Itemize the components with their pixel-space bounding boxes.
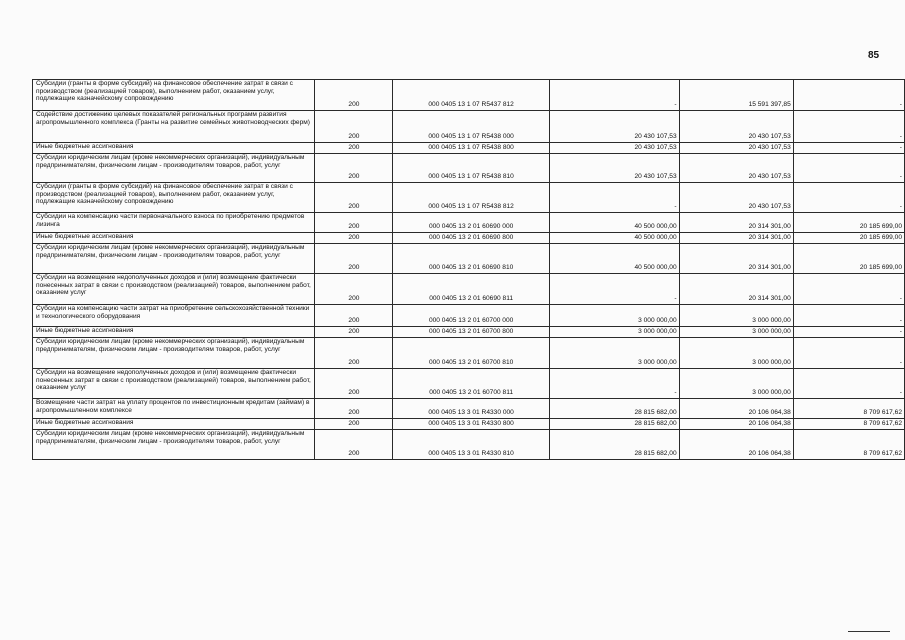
row-kbk-cell: 000 0405 13 1 07 R5438 000 [392, 111, 549, 143]
table-row [33, 327, 905, 338]
row-kbk-cell: 000 0405 13 3 01 R4330 000 [392, 399, 549, 419]
row-amount-1-cell: - [549, 80, 679, 111]
row-amount-1-cell: - [549, 369, 679, 399]
row-amount-2-cell: 20 106 064,38 [679, 430, 793, 460]
row-amount-1-cell: - [549, 274, 679, 305]
row-amount-1-cell: - [549, 183, 679, 213]
row-amount-1-cell: 28 815 682,00 [549, 430, 679, 460]
row-kbk-cell: 000 0405 13 1 07 R5437 812 [392, 80, 549, 111]
row-name-cell: Субсидии (гранты в форме субсидий) на финансовое обеспечение затрат в связи с производством (реализацией товаров), выполнением работ, оказанием услуг, подлежащие казначейскому сопровождению [33, 183, 315, 213]
row-code-cell: 200 [315, 399, 392, 419]
row-name-cell: Содействие достижению целевых показателей региональных программ развития агропромышленного комплекса (Гранты на развитие семейных животноводческих ферм) [33, 111, 315, 143]
row-name-cell: Субсидии на компенсацию части затрат на приобретение сельскохозяйственной техники и технологического оборудования [33, 305, 315, 327]
row-kbk-cell: 000 0405 13 3 01 R4330 810 [392, 430, 549, 460]
row-amount-2-cell: 20 430 107,53 [679, 154, 793, 183]
table-row [33, 274, 905, 305]
row-amount-3-cell: 20 185 699,00 [793, 244, 904, 274]
row-name-cell: Субсидии на компенсацию части первоначального взноса по приобретению предметов лизинга [33, 213, 315, 233]
row-name-cell: Субсидии на возмещение недополученных доходов и (или) возмещение фактически понесенных затрат в связи с производством (реализацией) товаров, выполнением работ, оказанием услуг [33, 274, 315, 305]
row-name-cell: Субсидии юридическим лицам (кроме некоммерческих организаций), индивидуальным предпринимателям, физическим лицам - производителям товаров, работ, услуг [33, 338, 315, 369]
row-code-cell: 200 [315, 111, 392, 143]
footer-rule [848, 631, 890, 632]
row-amount-2-cell: 20 314 301,00 [679, 244, 793, 274]
row-code-cell: 200 [315, 80, 392, 111]
row-amount-1-cell: 20 430 107,53 [549, 154, 679, 183]
row-kbk-cell: 000 0405 13 1 07 R5438 810 [392, 154, 549, 183]
row-kbk-cell: 000 0405 13 2 01 60690 800 [392, 233, 549, 244]
row-amount-3-cell: - [793, 338, 904, 369]
table-row [33, 430, 905, 460]
row-amount-1-cell: 28 815 682,00 [549, 419, 679, 430]
row-amount-3-cell: 20 185 699,00 [793, 213, 904, 233]
row-amount-2-cell: 20 106 064,38 [679, 419, 793, 430]
table-row [33, 305, 905, 327]
budget-table [32, 79, 905, 460]
row-kbk-cell: 000 0405 13 2 01 60690 000 [392, 213, 549, 233]
row-amount-2-cell: 20 430 107,53 [679, 143, 793, 154]
row-code-cell: 200 [315, 419, 392, 430]
row-code-cell: 200 [315, 430, 392, 460]
row-code-cell: 200 [315, 183, 392, 213]
row-code-cell: 200 [315, 244, 392, 274]
row-amount-3-cell: - [793, 183, 904, 213]
row-code-cell: 200 [315, 305, 392, 327]
row-amount-1-cell: 3 000 000,00 [549, 305, 679, 327]
page-number: 85 [868, 50, 880, 61]
row-amount-1-cell: 3 000 000,00 [549, 327, 679, 338]
row-amount-1-cell: 3 000 000,00 [549, 338, 679, 369]
row-amount-2-cell: 20 430 107,53 [679, 183, 793, 213]
row-amount-1-cell: 40 500 000,00 [549, 244, 679, 274]
row-code-cell: 200 [315, 327, 392, 338]
row-code-cell: 200 [315, 154, 392, 183]
row-amount-1-cell: 28 815 682,00 [549, 399, 679, 419]
row-name-cell: Иные бюджетные ассигнования [33, 327, 315, 338]
row-code-cell: 200 [315, 274, 392, 305]
table-row [33, 80, 905, 111]
row-amount-1-cell: 20 430 107,53 [549, 143, 679, 154]
row-kbk-cell: 000 0405 13 1 07 R5438 800 [392, 143, 549, 154]
row-kbk-cell: 000 0405 13 2 01 60700 811 [392, 369, 549, 399]
row-amount-3-cell: 8 709 617,62 [793, 399, 904, 419]
row-kbk-cell: 000 0405 13 2 01 60700 000 [392, 305, 549, 327]
row-name-cell: Субсидии юридическим лицам (кроме некоммерческих организаций), индивидуальным предпринимателям, физическим лицам - производителям товаров, работ, услуг [33, 430, 315, 460]
row-amount-3-cell: - [793, 154, 904, 183]
row-amount-1-cell: 40 500 000,00 [549, 213, 679, 233]
row-kbk-cell: 000 0405 13 2 01 60700 800 [392, 327, 549, 338]
row-kbk-cell: 000 0405 13 2 01 60690 811 [392, 274, 549, 305]
row-amount-3-cell: - [793, 327, 904, 338]
table-row [33, 399, 905, 419]
row-amount-2-cell: 3 000 000,00 [679, 338, 793, 369]
row-name-cell: Иные бюджетные ассигнования [33, 233, 315, 244]
row-name-cell: Субсидии (гранты в форме субсидий) на финансовое обеспечение затрат в связи с производством (реализацией товаров), выполнением работ, оказанием услуг, подлежащие казначейскому сопровождению [33, 80, 315, 111]
row-code-cell: 200 [315, 213, 392, 233]
row-amount-3-cell: - [793, 274, 904, 305]
row-amount-2-cell: 15 591 397,85 [679, 80, 793, 111]
table-row [33, 154, 905, 183]
table-row [33, 111, 905, 143]
row-kbk-cell: 000 0405 13 2 01 60700 810 [392, 338, 549, 369]
row-amount-3-cell: 8 709 617,62 [793, 419, 904, 430]
row-amount-3-cell: - [793, 305, 904, 327]
row-kbk-cell: 000 0405 13 3 01 R4330 800 [392, 419, 549, 430]
row-amount-3-cell: 8 709 617,62 [793, 430, 904, 460]
row-amount-1-cell: 40 500 000,00 [549, 233, 679, 244]
row-amount-2-cell: 20 430 107,53 [679, 111, 793, 143]
row-code-cell: 200 [315, 143, 392, 154]
table-row [33, 233, 905, 244]
row-amount-1-cell: 20 430 107,53 [549, 111, 679, 143]
table-row [33, 213, 905, 233]
table-row [33, 244, 905, 274]
table-row [33, 143, 905, 154]
row-amount-2-cell: 20 106 064,38 [679, 399, 793, 419]
row-amount-3-cell: - [793, 111, 904, 143]
row-amount-3-cell: - [793, 80, 904, 111]
row-name-cell: Субсидии юридическим лицам (кроме некоммерческих организаций), индивидуальным предпринимателям, физическим лицам - производителям товаров, работ, услуг [33, 244, 315, 274]
row-name-cell: Иные бюджетные ассигнования [33, 143, 315, 154]
row-amount-3-cell: 20 185 699,00 [793, 233, 904, 244]
row-amount-2-cell: 20 314 301,00 [679, 233, 793, 244]
table-row [33, 369, 905, 399]
row-kbk-cell: 000 0405 13 2 01 60690 810 [392, 244, 549, 274]
row-amount-2-cell: 3 000 000,00 [679, 305, 793, 327]
table-row [33, 183, 905, 213]
table-row [33, 338, 905, 369]
row-name-cell: Субсидии юридическим лицам (кроме некоммерческих организаций), индивидуальным предпринимателям, физическим лицам - производителям товаров, работ, услуг [33, 154, 315, 183]
row-code-cell: 200 [315, 369, 392, 399]
row-amount-2-cell: 20 314 301,00 [679, 213, 793, 233]
row-name-cell: Возмещение части затрат на уплату процентов по инвестиционным кредитам (займам) в агропромышленном комплексе [33, 399, 315, 419]
row-name-cell: Субсидии на возмещение недополученных доходов и (или) возмещение фактически понесенных затрат в связи с производством (реализацией) товаров, выполнением работ, оказанием услуг [33, 369, 315, 399]
row-kbk-cell: 000 0405 13 1 07 R5438 812 [392, 183, 549, 213]
table-row [33, 419, 905, 430]
row-code-cell: 200 [315, 233, 392, 244]
row-amount-2-cell: 3 000 000,00 [679, 369, 793, 399]
row-amount-2-cell: 3 000 000,00 [679, 327, 793, 338]
row-amount-3-cell: - [793, 369, 904, 399]
row-code-cell: 200 [315, 338, 392, 369]
row-amount-2-cell: 20 314 301,00 [679, 274, 793, 305]
row-name-cell: Иные бюджетные ассигнования [33, 419, 315, 430]
row-amount-3-cell: - [793, 143, 904, 154]
